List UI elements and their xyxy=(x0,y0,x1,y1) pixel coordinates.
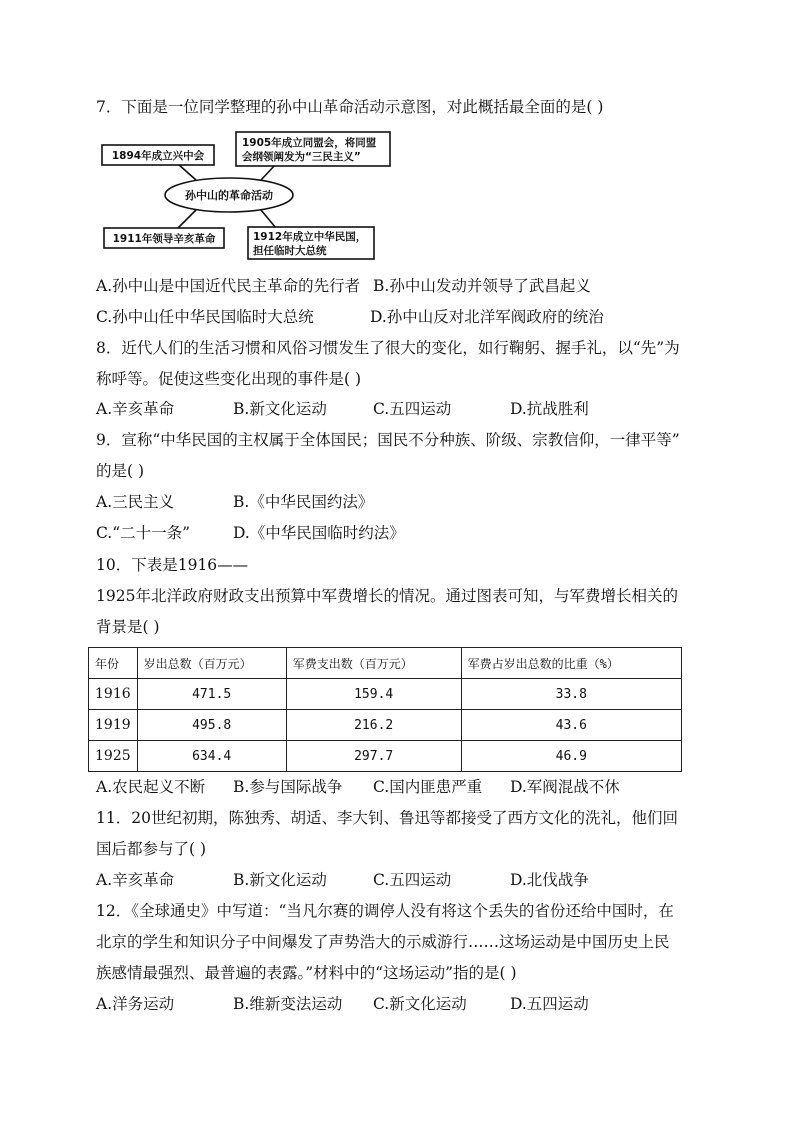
q12-option-c[interactable]: C.新文化运动 xyxy=(373,995,467,1013)
table-row xyxy=(89,679,682,710)
q12-option-b[interactable]: B.维新变法运动 xyxy=(233,995,343,1013)
q10-option-c[interactable]: C.国内匪患严重 xyxy=(373,778,483,796)
box-1912-text-1: 1912年成立中华民国， xyxy=(253,231,367,243)
table-cell-year: 1916 xyxy=(89,679,138,710)
table-cell: 33.8 xyxy=(461,679,681,710)
military-expenditure-table xyxy=(88,647,682,772)
center-node-text: 孙中山的革命活动 xyxy=(185,189,273,202)
q11-option-a[interactable]: A.辛亥革命 xyxy=(96,871,175,889)
table-cell: 216.2 xyxy=(286,710,461,741)
table-row xyxy=(89,710,682,741)
table-row xyxy=(89,741,682,772)
q10-options xyxy=(96,777,716,797)
q8-option-b[interactable]: B.新文化运动 xyxy=(233,400,327,418)
q8-options xyxy=(96,399,716,419)
box-1905-text-2: 会纲领阐发为“三民主义” xyxy=(242,151,361,163)
q11-option-c[interactable]: C.五四运动 xyxy=(373,871,452,889)
table-cell: 634.4 xyxy=(137,741,286,772)
q9-option-a[interactable]: A.三民主义 xyxy=(96,493,175,511)
table-cell: 159.4 xyxy=(286,679,461,710)
q7-option-a[interactable]: A.孙中山是中国近代民主革命的先行者 xyxy=(96,277,361,295)
q7-mind-map-svg xyxy=(96,128,396,263)
q9-options-row1 xyxy=(96,492,716,512)
q7-options-row2 xyxy=(96,307,716,327)
table-cell-year: 1919 xyxy=(89,710,138,741)
table-cell-year: 1925 xyxy=(89,741,138,772)
q11-option-d[interactable]: D.北伐战争 xyxy=(510,871,589,889)
q11-stem-line1: 11．20世纪初期，陈独秀、胡适、李大钊、鲁迅等都接受了西方文化的洗礼，他们回 xyxy=(96,809,678,827)
q11-option-b[interactable]: B.新文化运动 xyxy=(233,871,327,889)
q7-option-c[interactable]: C.孙中山任中华民国临时大总统 xyxy=(96,308,314,326)
q12-option-a[interactable]: A.洋务运动 xyxy=(96,995,175,1013)
q9-option-c[interactable]: C.“二十一条” xyxy=(96,524,191,542)
q9-option-d[interactable]: D.《中华民国临时约法》 xyxy=(233,524,405,542)
q8-stem-line1: 8．近代人们的生活习惯和风俗习惯发生了很大的变化，如行鞠躬、握手礼，以“先”为 xyxy=(96,339,680,357)
q9-option-b[interactable]: B.《中华民国约法》 xyxy=(233,493,374,511)
q12-options xyxy=(96,994,716,1014)
q9-stem-line1: 9．宣称“中华民国的主权属于全体国民；国民不分种族、阶级、宗教信仰，一律平等” xyxy=(96,431,680,449)
q8-option-a[interactable]: A.辛亥革命 xyxy=(96,400,175,418)
q12-option-d[interactable]: D.五四运动 xyxy=(510,995,589,1013)
q11-stem-line2: 国后都参与了( ) xyxy=(96,840,207,858)
table-cell: 46.9 xyxy=(461,741,681,772)
q7-stem: 7．下面是一位同学整理的孙中山革命活动示意图，对此概括最全面的是( ) xyxy=(96,98,604,116)
table-header-row xyxy=(89,648,682,679)
table-cell: 297.7 xyxy=(286,741,461,772)
q8-stem-line2: 称呼等。促使这些变化出现的事件是( ) xyxy=(96,370,362,388)
q10-stem-line1: 10．下表是1916—— xyxy=(96,556,249,574)
connector-bottom-right xyxy=(261,210,276,228)
box-1911-text: 1911年领导辛亥革命 xyxy=(112,233,216,245)
q11-options xyxy=(96,870,716,890)
table-cell: 43.6 xyxy=(461,710,681,741)
q10-option-a[interactable]: A.农民起义不断 xyxy=(96,778,206,796)
q7-options-row1 xyxy=(96,276,716,296)
table-cell: 495.8 xyxy=(137,710,286,741)
q12-stem-line2: 北京的学生和知识分子中间爆发了声势浩大的示威游行……这场运动是中国历史上民 xyxy=(96,933,670,951)
q10-stem-line3: 背景是( ) xyxy=(96,618,160,636)
table-header: 年份 xyxy=(89,648,138,679)
q10-stem-line2: 1925年北洋政府财政支出预算中军费增长的情况。通过图表可知，与军费增长相关的 xyxy=(96,587,678,605)
q12-stem-line1: 12．《全球通史》中写道：“当凡尔赛的调停人没有将这个丢失的省份还给中国时，在 xyxy=(96,902,674,920)
q7-mind-map xyxy=(96,128,396,263)
box-1912-text-2: 担任临时大总统 xyxy=(253,245,327,257)
table-cell: 471.5 xyxy=(137,679,286,710)
q12-stem-line3: 族感情最强烈、最普遍的表露。”材料中的“这场运动”指的是( ) xyxy=(96,964,517,982)
table-header: 军费占岁出总数的比重（%） xyxy=(461,648,681,679)
q10-option-d[interactable]: D.军阀混战不休 xyxy=(510,778,620,796)
q10-option-b[interactable]: B.参与国际战争 xyxy=(233,778,343,796)
table-header: 岁出总数（百万元） xyxy=(137,648,286,679)
table-header: 军费支出数（百万元） xyxy=(286,648,461,679)
connector-top-left xyxy=(178,164,196,180)
box-1905-text-1: 1905年成立同盟会，将同盟 xyxy=(242,137,377,149)
connector-bottom-left xyxy=(178,210,196,228)
q8-option-c[interactable]: C.五四运动 xyxy=(373,400,452,418)
q8-option-d[interactable]: D.抗战胜利 xyxy=(510,400,589,418)
box-1894-text: 1894年成立兴中会 xyxy=(111,150,205,162)
q7-option-b[interactable]: B.孙中山发动并领导了武昌起义 xyxy=(373,277,591,295)
q7-option-d[interactable]: D.孙中山反对北洋军阀政府的统治 xyxy=(370,308,604,326)
q9-stem-line2: 的是( ) xyxy=(96,462,145,480)
q9-options-row2 xyxy=(96,523,716,543)
